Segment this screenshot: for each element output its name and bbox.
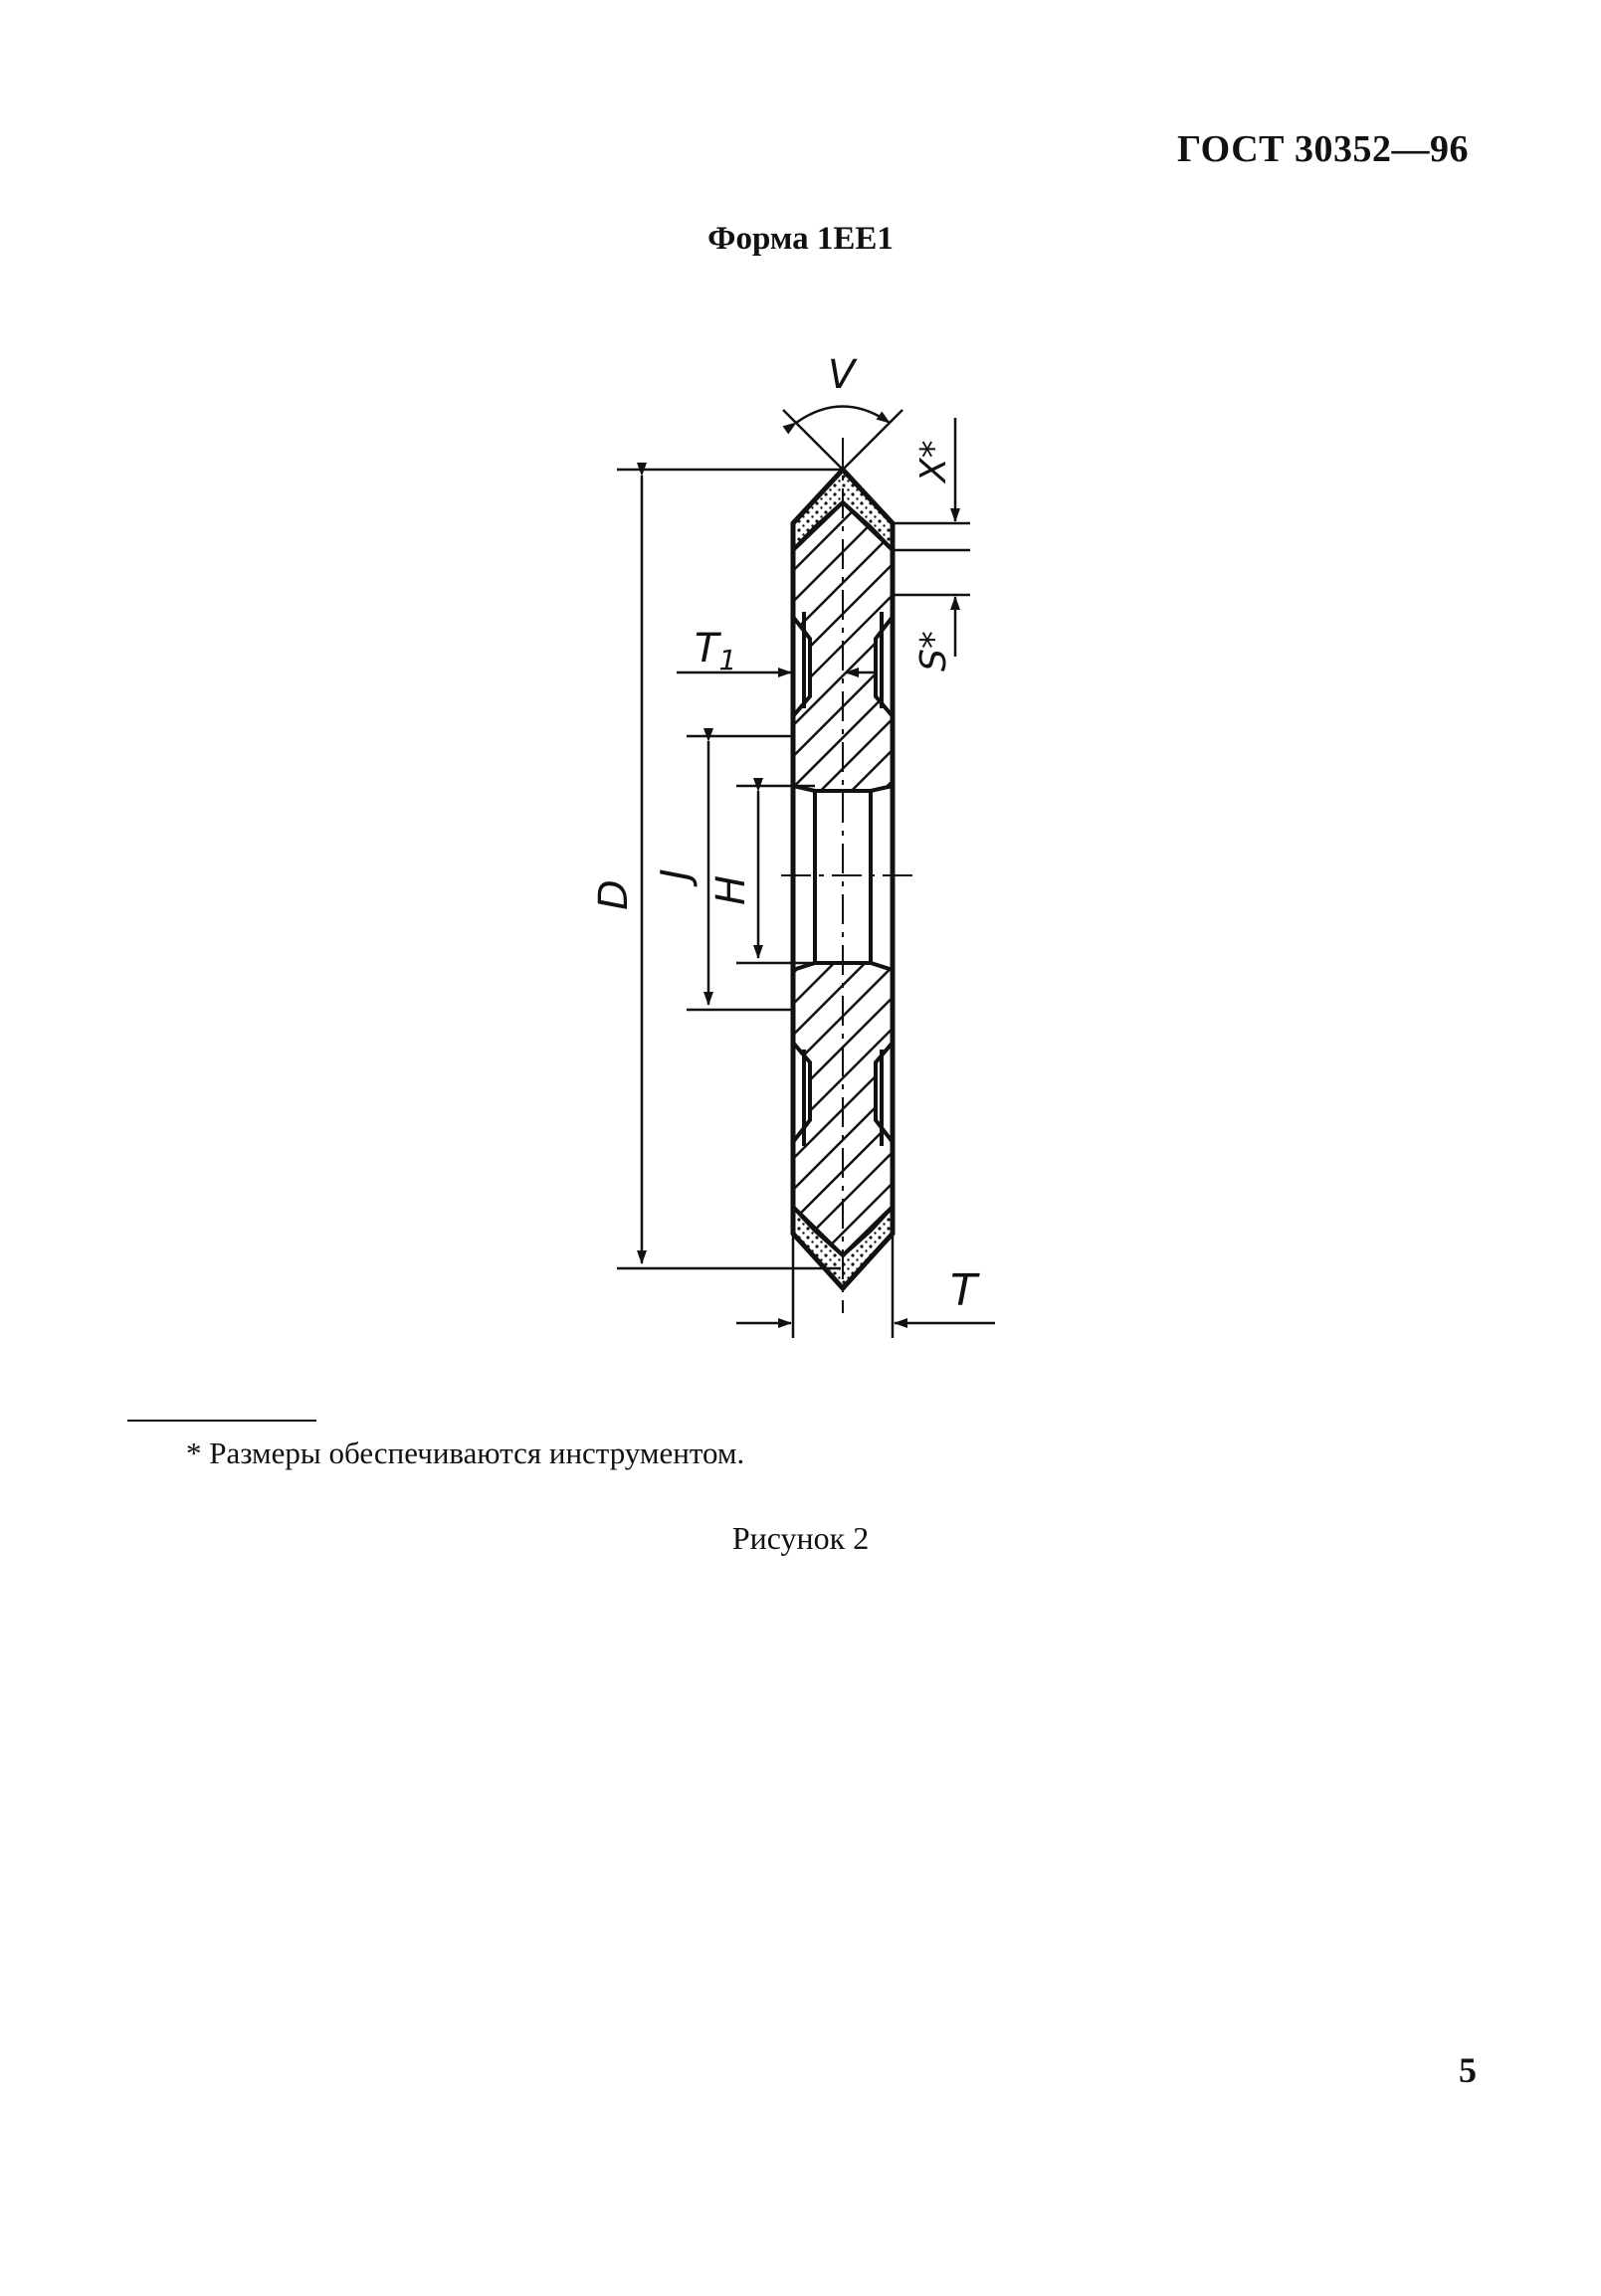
document-code: ГОСТ 30352—96 xyxy=(1176,128,1469,170)
label-v: V xyxy=(828,352,856,398)
label-j: J xyxy=(653,868,699,880)
label-s: S* xyxy=(913,631,954,671)
page-number: 5 xyxy=(1459,2050,1477,2090)
label-t: T xyxy=(950,1265,977,1316)
figure-caption: Рисунок 2 xyxy=(731,1520,870,1556)
label-t1: $T_1$ xyxy=(695,626,737,676)
label-h: H xyxy=(708,874,754,905)
form-title: Форма 1EE1 xyxy=(707,221,894,257)
footnote-rule xyxy=(127,1420,316,1422)
label-x: X* xyxy=(913,440,954,482)
footnote-text: * Размеры обеспечиваются инструментом. xyxy=(186,1435,745,1470)
label-d: D xyxy=(591,879,637,910)
